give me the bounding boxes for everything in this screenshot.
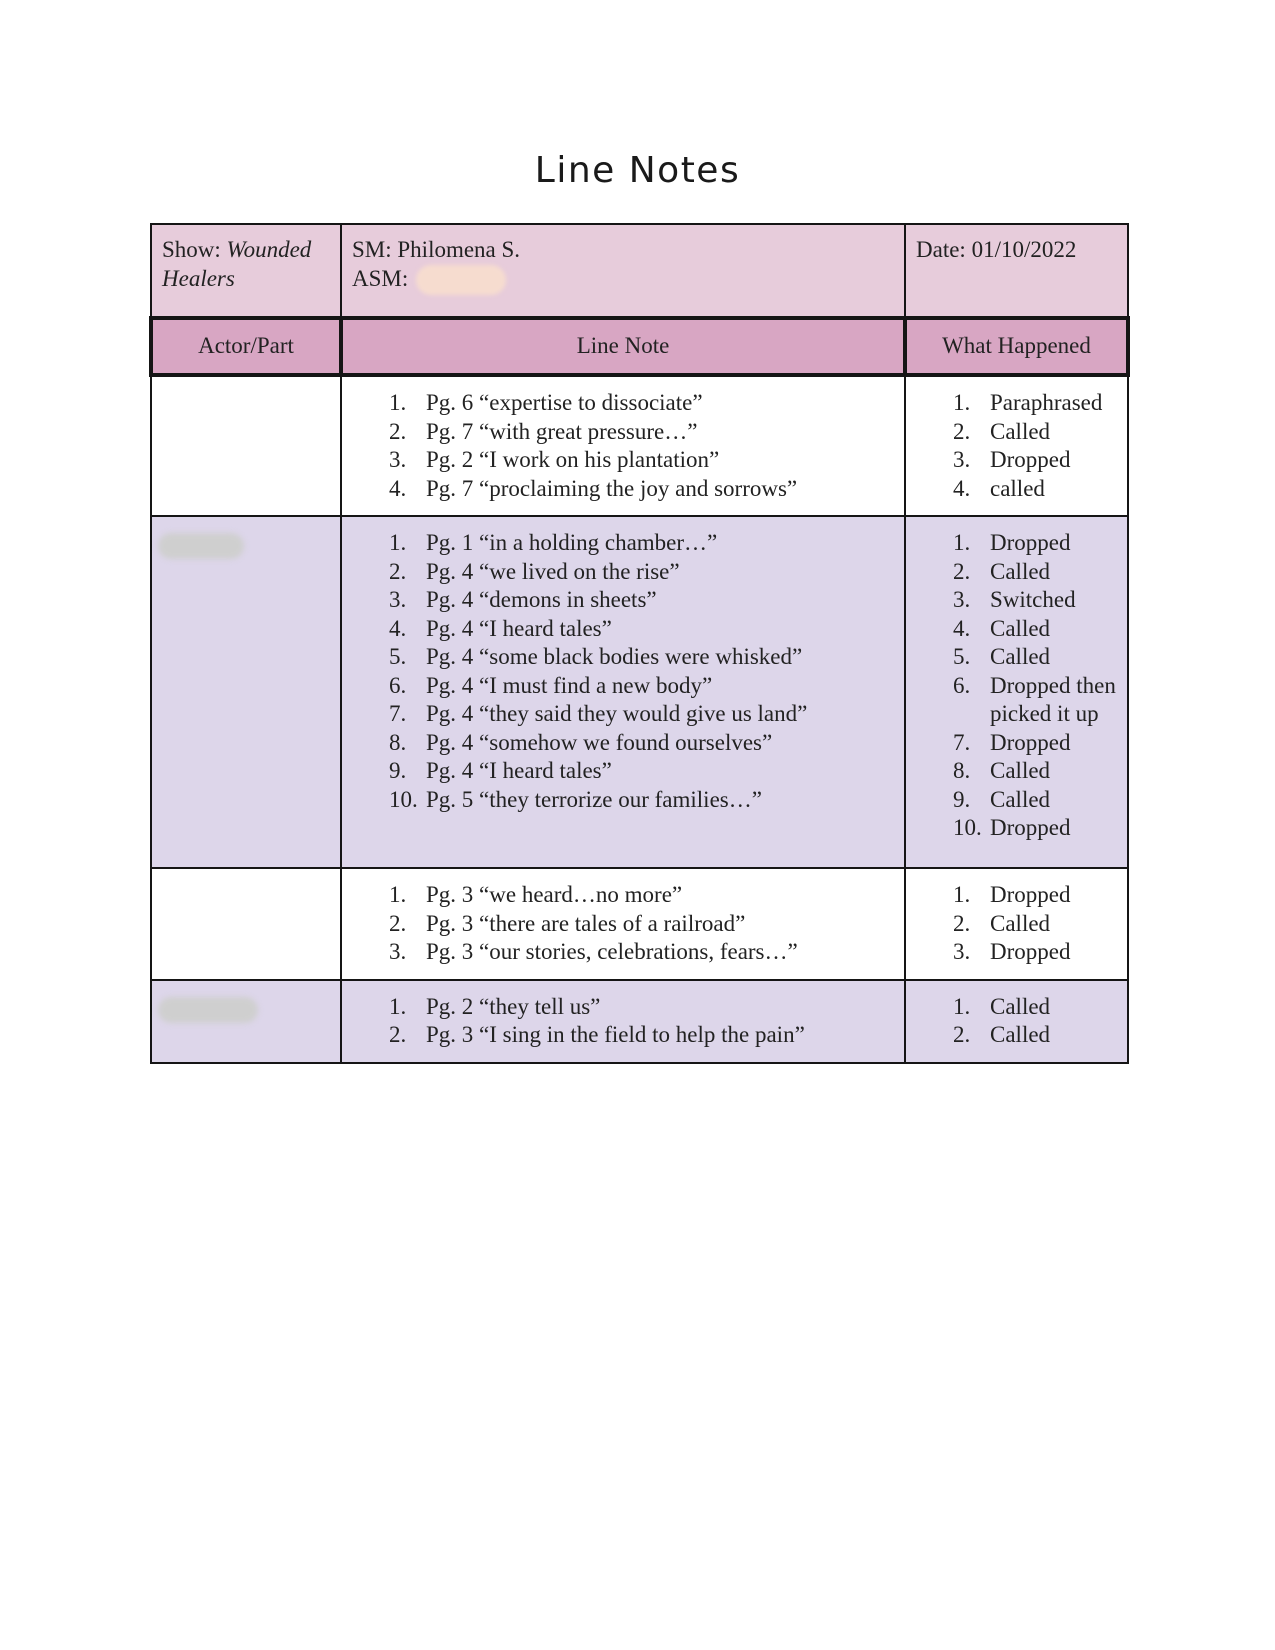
show-label: Show:: [162, 237, 221, 262]
item-number: 4.: [389, 475, 407, 501]
what-happened-item: [953, 672, 1127, 729]
what-happened-text: Called: [990, 910, 1051, 936]
what-happened-text: Called: [990, 558, 1051, 584]
item-number: 1.: [953, 390, 971, 415]
line-note-item: [389, 475, 904, 504]
sm-label: SM:: [352, 237, 392, 262]
item-number: 10.: [389, 786, 418, 812]
what-happened-text: Dropped: [990, 729, 1071, 755]
item-number: 2.: [953, 1022, 971, 1047]
item-number: 2.: [389, 1022, 407, 1047]
what-happened-item: [953, 757, 1127, 786]
item-number: 6.: [953, 672, 971, 698]
line-note-item: [389, 418, 904, 447]
actor-redaction: [158, 533, 244, 559]
what-happened-text: Called: [990, 993, 1051, 1019]
date-label: Date:: [916, 237, 966, 262]
what-happened-text: Called: [990, 644, 1051, 669]
line-note-item: [389, 881, 904, 910]
line-note-text: Pg. 4 “I must find a new body”: [426, 672, 713, 698]
line-notes-table: [149, 223, 1130, 1064]
item-number: 7.: [953, 729, 971, 755]
what-happened-item: [953, 938, 1127, 967]
what-happened-cell: [905, 516, 1128, 868]
line-note-item: [389, 910, 904, 939]
what-happened-item: [953, 729, 1127, 758]
line-note-item: [389, 389, 904, 418]
line-note-item: [389, 700, 904, 729]
item-number: 3.: [953, 447, 971, 472]
item-number: 6.: [389, 672, 407, 698]
column-header-note: Line Note: [341, 318, 905, 375]
item-number: 10.: [953, 815, 982, 840]
what-happened-item: [953, 786, 1127, 815]
line-note-item: [389, 757, 904, 786]
line-note-item: [389, 615, 904, 644]
what-happened-item: [953, 615, 1127, 644]
line-note-text: Pg. 6 “expertise to dissociate”: [426, 390, 703, 415]
item-number: 3.: [389, 587, 407, 612]
item-number: 1.: [389, 530, 407, 555]
column-header-actor: Actor/Part: [151, 318, 341, 375]
line-note-text: Pg. 1 “in a holding chamber…”: [426, 530, 718, 555]
what-happened-text: Called: [990, 1022, 1051, 1047]
column-header-what: What Happened: [905, 318, 1128, 375]
item-number: 7.: [389, 701, 407, 726]
what-happened-text: Paraphrased: [990, 390, 1103, 415]
what-happened-cell: [905, 375, 1128, 516]
actor-cell: [151, 375, 341, 516]
line-note-cell: [341, 868, 905, 980]
what-happened-item: [953, 389, 1127, 418]
asm-label: ASM:: [352, 265, 409, 291]
line-note-cell: [341, 980, 905, 1063]
item-number: 9.: [953, 786, 971, 812]
line-note-item: [389, 993, 904, 1022]
column-header-row: [151, 318, 1128, 375]
what-happened-text: Called: [990, 758, 1051, 783]
item-number: 4.: [953, 615, 971, 641]
actor-cell: [151, 980, 341, 1063]
item-number: 2.: [389, 418, 407, 444]
note-row: [151, 868, 1128, 980]
what-happened-text: Dropped: [990, 447, 1071, 472]
line-note-text: Pg. 4 “some black bodies were whisked”: [426, 644, 803, 669]
what-happened-item: [953, 418, 1127, 447]
line-note-text: Pg. 4 “I heard tales”: [426, 758, 612, 783]
actor-redaction: [158, 997, 258, 1023]
line-note-text: Pg. 7 “proclaiming the joy and sorrows”: [426, 475, 798, 501]
what-happened-text: Called: [990, 615, 1051, 641]
what-happened-item: [953, 586, 1127, 615]
what-happened-text: called: [990, 475, 1045, 501]
item-number: 3.: [953, 587, 971, 612]
page-title: Line Notes: [534, 150, 741, 191]
what-happened-item: [953, 475, 1127, 504]
notes-body: [151, 375, 1128, 1063]
info-row: [151, 224, 1128, 318]
line-note-text: Pg. 4 “somehow we found ourselves”: [426, 729, 773, 755]
what-happened-text: Dropped: [990, 815, 1071, 840]
item-number: 1.: [953, 993, 971, 1019]
line-note-text: Pg. 3 “we heard…no more”: [426, 882, 683, 907]
line-note-text: Pg. 2 “I work on his plantation”: [426, 447, 720, 472]
what-happened-cell: [905, 868, 1128, 980]
line-note-cell: [341, 375, 905, 516]
line-note-text: Pg. 5 “they terrorize our families…”: [426, 786, 762, 812]
item-number: 1.: [389, 390, 407, 415]
line-note-item: [389, 529, 904, 558]
line-note-text: Pg. 4 “I heard tales”: [426, 615, 612, 641]
what-happened-cell: [905, 980, 1128, 1063]
line-note-item: [389, 786, 904, 815]
what-happened-item: [953, 446, 1127, 475]
line-note-item: [389, 729, 904, 758]
what-happened-text: Dropped then picked it up: [990, 672, 1116, 726]
line-note-cell: [341, 516, 905, 868]
what-happened-text: Called: [990, 418, 1051, 444]
item-number: 2.: [389, 558, 407, 584]
item-number: 2.: [953, 418, 971, 444]
what-happened-item: [953, 529, 1127, 558]
item-number: 3.: [389, 939, 407, 964]
line-note-text: Pg. 3 “our stories, celebrations, fears…”: [426, 939, 798, 964]
item-number: 9.: [389, 758, 407, 783]
note-row: [151, 375, 1128, 516]
line-note-item: [389, 446, 904, 475]
date-cell: [905, 224, 1128, 318]
line-note-item: [389, 586, 904, 615]
line-note-text: Pg. 4 “they said they would give us land”: [426, 701, 808, 726]
asm-redaction: [416, 265, 506, 295]
what-happened-item: [953, 643, 1127, 672]
what-happened-item: [953, 881, 1127, 910]
line-note-text: Pg. 3 “there are tales of a railroad”: [426, 910, 746, 936]
what-happened-text: Switched: [990, 587, 1076, 612]
note-row: [151, 516, 1128, 868]
item-number: 2.: [389, 910, 407, 936]
show-name: Wounded Healers: [162, 237, 312, 291]
what-happened-item: [953, 1021, 1127, 1050]
date-value: 01/10/2022: [971, 237, 1077, 262]
line-note-text: Pg. 2 “they tell us”: [426, 993, 601, 1019]
item-number: 1.: [953, 882, 971, 907]
what-happened-item: [953, 814, 1127, 843]
what-happened-text: Dropped: [990, 882, 1071, 907]
line-note-text: Pg. 7 “with great pressure…”: [426, 418, 698, 444]
actor-cell: [151, 868, 341, 980]
line-note-item: [389, 672, 904, 701]
line-note-text: Pg. 4 “we lived on the rise”: [426, 558, 680, 584]
line-note-text: Pg. 3 “I sing in the field to help the pain”: [426, 1022, 805, 1047]
line-note-item: [389, 1021, 904, 1050]
line-note-item: [389, 938, 904, 967]
item-number: 8.: [389, 729, 407, 755]
what-happened-item: [953, 558, 1127, 587]
what-happened-item: [953, 910, 1127, 939]
item-number: 5.: [953, 644, 971, 669]
item-number: 3.: [953, 939, 971, 964]
line-note-item: [389, 558, 904, 587]
what-happened-text: Dropped: [990, 939, 1071, 964]
item-number: 2.: [953, 558, 971, 584]
item-number: 3.: [389, 447, 407, 472]
what-happened-item: [953, 993, 1127, 1022]
item-number: 2.: [953, 910, 971, 936]
show-cell: [151, 224, 341, 318]
sm-cell: [341, 224, 905, 318]
what-happened-text: Called: [990, 786, 1051, 812]
item-number: 4.: [389, 615, 407, 641]
what-happened-text: Dropped: [990, 530, 1071, 555]
line-note-item: [389, 643, 904, 672]
note-row: [151, 980, 1128, 1063]
actor-cell: [151, 516, 341, 868]
line-note-text: Pg. 4 “demons in sheets”: [426, 587, 657, 612]
item-number: 5.: [389, 644, 407, 669]
item-number: 1.: [389, 882, 407, 907]
item-number: 1.: [953, 530, 971, 555]
item-number: 4.: [953, 475, 971, 501]
item-number: 1.: [389, 993, 407, 1019]
item-number: 8.: [953, 758, 971, 783]
sm-name: Philomena S.: [397, 237, 521, 262]
